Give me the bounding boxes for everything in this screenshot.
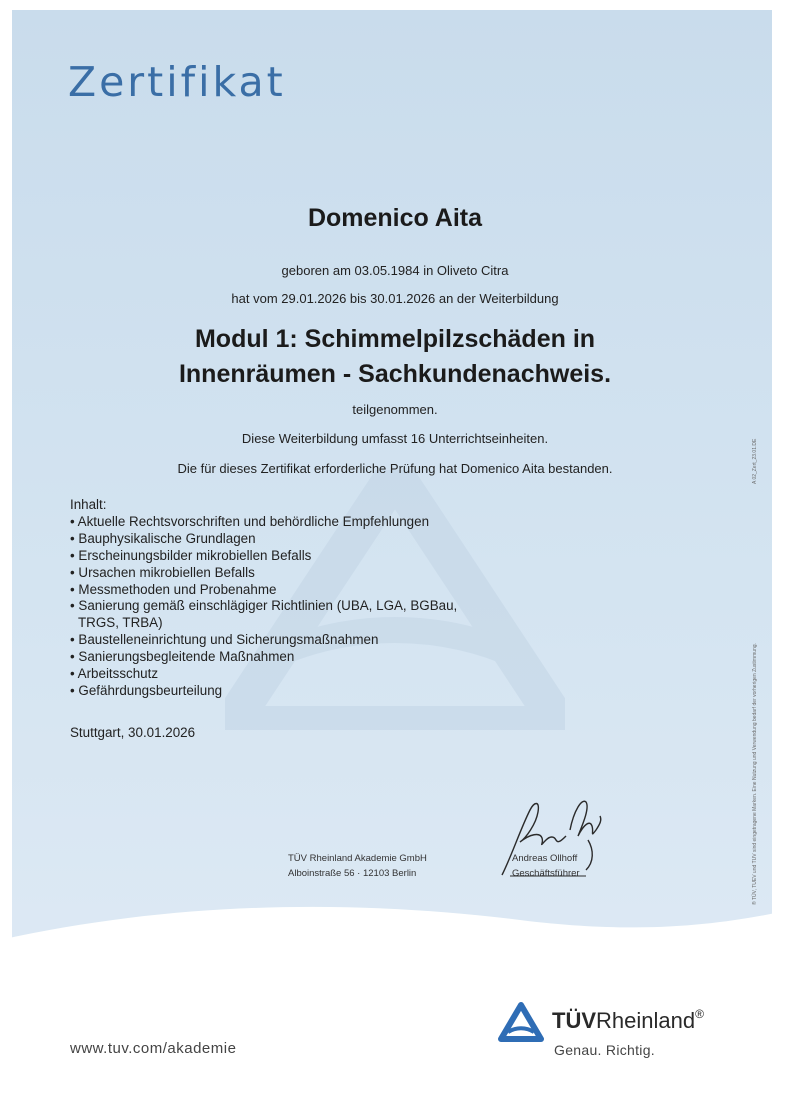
list-item: • Ursachen mikrobiellen Befalls	[70, 564, 255, 580]
brand-name	[552, 1008, 704, 1034]
document-code: A 02_Zert_23.01.DE	[752, 438, 758, 484]
list-item: • Bauphysikalische Grundlagen	[70, 530, 256, 546]
wave-divider	[0, 880, 790, 1000]
list-item: TRGS, TRBA)	[78, 615, 163, 631]
tuv-logo-icon	[498, 1002, 544, 1042]
list-item: • Sanierungsbegleitende Maßnahmen	[70, 649, 295, 665]
birth-line: geboren am 03.05.1984 in Oliveto Citra	[281, 263, 509, 278]
exam-line: Die für dieses Zertifikat erforderliche Prüfung hat Domenico Aita bestanden.	[177, 461, 613, 476]
period-line: hat vom 29.01.2026 bis 30.01.2026 an der Weiterbildung	[231, 291, 559, 306]
place-date: Stuttgart, 30.01.2026	[70, 725, 196, 740]
list-item: • Gefährdungsbeurteilung	[70, 682, 223, 698]
list-item: • Messmethoden und Probenahme	[70, 581, 277, 597]
participated-line: teilgenommen.	[352, 402, 438, 417]
signer-name: Andreas Ollhoff	[512, 853, 578, 864]
module-title-line-2: Innenräumen - Sachkundenachweis.	[178, 360, 612, 388]
content-heading: Inhalt:	[70, 497, 107, 512]
list-item: • Baustelleneinrichtung und Sicherungsmaßnahmen	[70, 632, 379, 648]
list-item: • Erscheinungsbilder mikrobiellen Befalls	[70, 547, 312, 563]
recipient-name: Domenico Aita	[307, 204, 483, 232]
module-title-line-1: Modul 1: Schimmelpilzschäden in	[194, 325, 596, 353]
module-title	[0, 322, 790, 392]
content-section	[70, 497, 457, 700]
brand-tagline: Genau. Richtig.	[554, 1042, 655, 1058]
tuv-logo	[498, 1000, 738, 1070]
brand-bold: TÜV	[552, 1008, 596, 1033]
brand-regular: Rheinland	[596, 1008, 696, 1033]
list-item: • Arbeitsschutz	[70, 666, 159, 682]
issuer-address: Alboinstraße 56 · 12103 Berlin	[288, 868, 417, 879]
signer-block	[512, 851, 580, 881]
website-link[interactable]: www.tuv.com/akademie	[70, 1040, 237, 1057]
issuer-block	[288, 851, 427, 881]
content-list	[70, 514, 457, 700]
signer-role: Geschäftsführer	[512, 868, 580, 879]
certificate-title: Zertifikat	[68, 58, 286, 106]
list-item: • Aktuelle Rechtsvorschriften und behördliche Empfehlungen	[70, 513, 430, 529]
brand-registered-mark: ®	[695, 1007, 704, 1021]
units-line: Diese Weiterbildung umfasst 16 Unterrichtseinheiten.	[241, 431, 549, 446]
issuer-company: TÜV Rheinland Akademie GmbH	[288, 853, 427, 864]
trademark-note: ® TÜV, TUEV und TUV sind eingetragene Marken. Eine Nutzung und Verwendung bedarf der vorherigen Zustimmung.	[752, 643, 758, 905]
list-item: • Sanierung gemäß einschlägiger Richtlinien (UBA, LGA, BGBau,	[70, 598, 458, 614]
